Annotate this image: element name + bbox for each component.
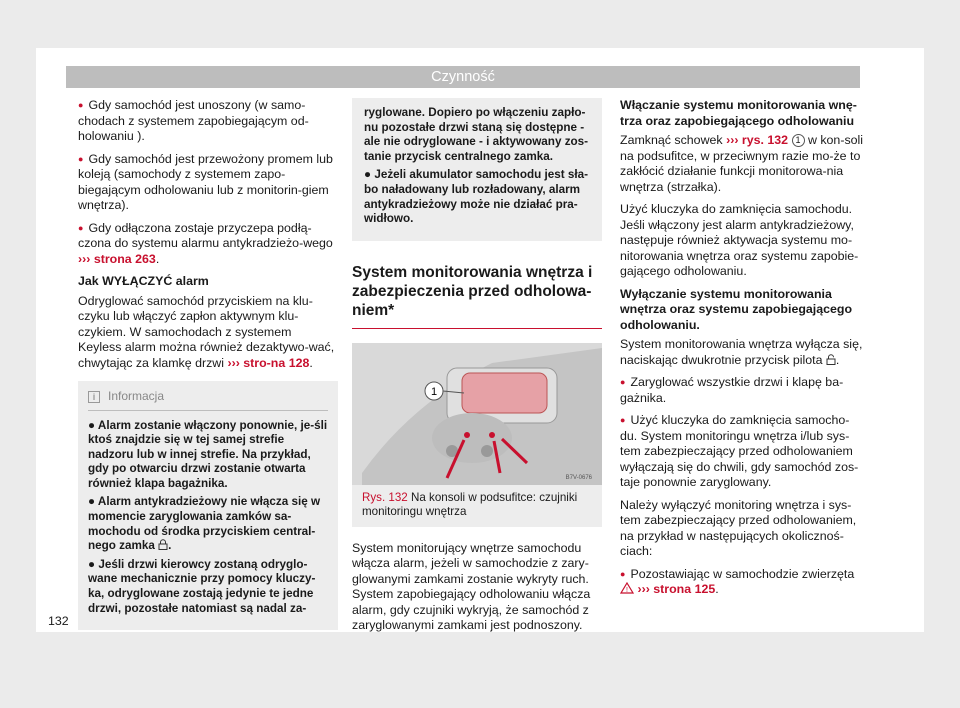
callout-number: 1	[430, 385, 438, 398]
figure-code: B7V-0676	[565, 474, 592, 481]
unlock-icon	[826, 354, 836, 365]
bullet-icon: ●	[78, 222, 84, 233]
page-link[interactable]: ››› strona 263	[78, 251, 156, 266]
info-box-continued: ryglowane. Dopiero po włączeniu zapło-nu pozostałe drzwi staną się dostępne - ale nie odryglowane - i aktywowany zos-tanie przycisk centralnego zamka. ● Jeżeli akumulator samochodu jest sła-bo naładowany lub rozładowany, alarm antykradzieżowy może nie działać pra-widłowo.	[352, 98, 602, 241]
info-item: ● Jeśli drzwi kierowcy zostaną odryglo-wane mechanicznie przy pomocy kluczy-ka, odryglowane zostają jedynie te jedne drzwi, pozostałe natomiast są nadal za-	[88, 557, 316, 615]
list-item: ● Użyć kluczyka do zamknięcia samocho-du. System monitoringu wnętrza i/lub sys-tem zabezpieczający przed odholowaniem wyłączają się do chwili, gdy samochód zos-taje ponownie zaryglowany.	[620, 413, 859, 489]
subheading: Wyłączanie systemu monitorowania wnętrza oraz systemu zapobiegającego odholowaniu.	[620, 286, 853, 332]
sensor-illustration	[352, 343, 602, 485]
paragraph: Odryglować samochód przyciskiem na klu-czyku lub włączyć zapłon aktywnym klu-czykiem. W samochodach z systemem Keyless alarm można również dezaktywo-wać, chwytając za klamkę drzwi ››› stro-na 128.	[78, 293, 335, 370]
info-item: ● Alarm antykradzieżowy nie włącza się w momencie zaryglowania zamków sa-mochodu od środka przyciskiem central-nego zamka .	[88, 495, 321, 553]
subheading: Włączanie systemu monitorowania wnę-trza oraz zapobiegającego odholowaniu	[620, 98, 857, 128]
bullet-icon: ●	[78, 100, 84, 110]
column-2	[352, 98, 602, 641]
info-box	[78, 381, 338, 630]
list-item: ● Zaryglować wszystkie drzwi i klapę ba-gażnika.	[620, 375, 844, 405]
figure-caption: Rys. 132 Na konsoli w podsufitce: czujniki monitoringu wnętrza	[362, 490, 578, 518]
list-item: ● Gdy samochód jest unoszony (w samo-chodach z systemem zapobiegającym od-holowaniu ).	[78, 98, 309, 143]
page-link[interactable]: ››› strona 125	[637, 582, 716, 596]
page-link[interactable]: ››› stro-na 128	[227, 355, 310, 370]
paragraph: System monitorujący wnętrze samochodu włącza alarm, jeżeli w samochodzie z zary-glowanymi zamkami zostanie wykryty ruch. System zapobiegający odholowaniu włącza alarm, gdy czujniki wykryją, że samochód z zaryglowanymi zamkami jest podnoszony.	[352, 540, 591, 633]
column-3	[620, 98, 864, 605]
lock-icon	[158, 539, 168, 550]
info-icon: i	[88, 391, 100, 403]
section-header: Czynność	[66, 66, 860, 88]
paragraph: Użyć kluczyka do zamknięcia samochodu. Jeśli włączony jest alarm antykradzieżowy, następuje również aktywacja systemu mo-nitorowania wnętrza oraz systemu zapobie-gającego odholowaniu.	[620, 202, 859, 278]
list-item: ● Gdy samochód jest przewożony promem lub koleją (samochody z systemem zapo-biegającym odholowaniu lub z monitorin-giem wnętrza).	[78, 151, 333, 212]
paragraph: System monitorowania wnętrza wyłącza się, naciskając dwukrotnie przycisk pilota .	[620, 337, 863, 367]
bullet-icon: ●	[78, 153, 84, 164]
bullet-icon: ●	[620, 377, 626, 387]
callout-ref: 1	[792, 134, 805, 147]
info-box-header: i Informacja	[88, 389, 328, 411]
bullet-icon: ●	[620, 415, 626, 425]
figure-link[interactable]: ››› rys. 132	[726, 133, 789, 147]
list-item: ● Gdy odłączona zostaje przyczepa podłą-czona do systemu alarmu antykradzieżo-wego ››› strona 263.	[78, 220, 333, 266]
warning-icon	[620, 582, 634, 594]
column-1	[78, 98, 338, 630]
bullet-icon: ●	[620, 568, 626, 579]
figure	[352, 343, 602, 527]
paragraph: Należy wyłączyć monitoring wnętrza i sys-tem zabezpieczający przed odholowaniem, na przykład w następujących okolicznoś-ciach:	[620, 497, 857, 558]
page-number: 132	[48, 614, 69, 628]
svg-text:!: !	[626, 587, 628, 594]
info-item: ● Alarm zostanie włączony ponownie, je-śli ktoś znajdzie się w tej samej strefie nadzoru lub w innej strefie. Na przykład, gdy po otwarciu drzwi zostanie otwarta również klapa bagażnika.	[88, 418, 328, 490]
section-title: System monitorowania wnętrza i zabezpieczenia przed odholowa-niem*	[352, 263, 602, 329]
subheading: Jak WYŁĄCZYĆ alarm	[78, 274, 209, 288]
list-item: ● Pozostawiając w samochodzie zwierzęta ! ››› strona 125.	[620, 566, 855, 596]
paragraph: Zamknąć schowek ››› rys. 132 1 w kon-soli na podsufitce, w przeciwnym razie mo-że to zakłócić działanie funkcji monitorowa-nia wnętrza (strzałka).	[620, 133, 864, 194]
